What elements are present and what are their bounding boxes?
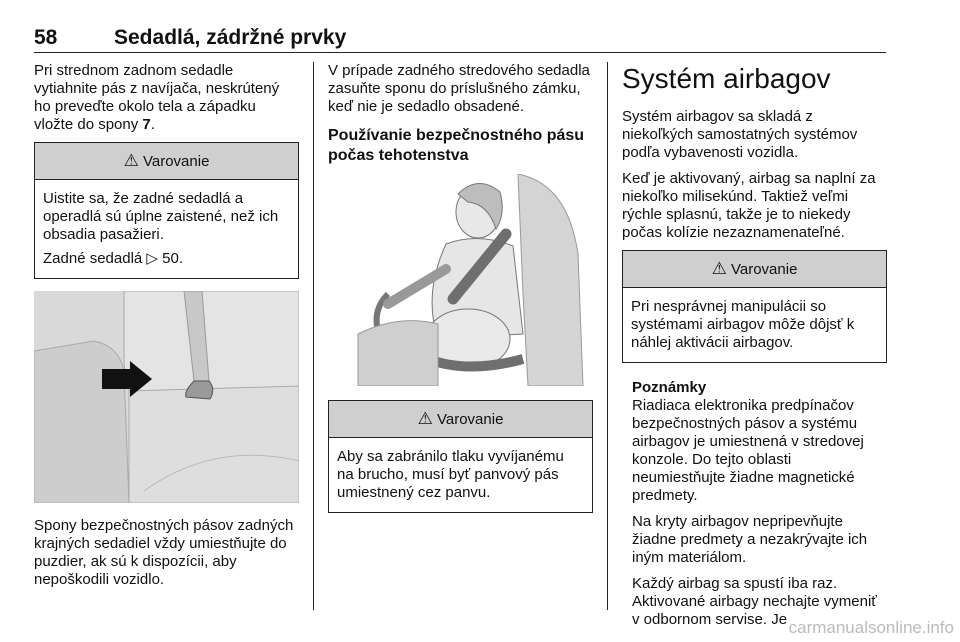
warning-triangle-icon: ⚠ [711, 259, 727, 278]
intro-paragraph: V prípade zadného stredového sedadla zasuňte sponu do príslušného zámku, keď nie je sedadlo obsadené. [328, 62, 590, 115]
paragraph: Systém airbagov sa skladá z niekoľkých samostatných systémov podľa vybavenosti vozidla. [622, 108, 858, 161]
warning-header [329, 401, 592, 438]
warning-title: Varovanie [730, 261, 798, 278]
warning-text: Uistite sa, že zadné sedadlá a operadlá sú úplne zaistené, než ich obsadia pasažieri. [43, 190, 279, 243]
note-text: Na kryty airbagov nepripevňujte žiadne predmety a nezakrývajte ich iným materiálom. [632, 513, 868, 566]
page-reference-arrow-icon: ▷ [146, 250, 158, 267]
note-text: Každý airbag sa spustí iba raz. Aktivované airbagy nechajte vymeniť v odbornom servise. Je [632, 575, 877, 628]
warning-triangle-icon: ⚠ [123, 151, 139, 170]
intro-paragraph: Pri strednom zadnom sedadle vytiahnite pás z navíjača, neskrútený ho preveďte okolo tela a západku vložte do spony 7. [34, 62, 280, 133]
column-1 [34, 62, 299, 597]
warning-header [623, 251, 886, 288]
page-number: 58 [34, 26, 58, 49]
warning-title: Varovanie [436, 411, 504, 428]
paragraph: Keď je aktivovaný, airbag sa naplní za niekoľko milisekúnd. Taktiež veľmi rýchle splasnú, takže je to niekedy počas kolízie nezaznamenateľné. [622, 170, 876, 241]
warning-box [622, 250, 887, 363]
warning-body [329, 438, 592, 512]
note-text: Riadiaca elektronika predpínačov bezpečnostných pásov a systému airbagov je umiestnená v stredovej konzole. Do tejto oblasti neumiestňujte žiadne magnetické predmety. [632, 397, 864, 504]
column-divider [607, 62, 608, 610]
seat-buckle-illustration [34, 291, 299, 503]
section-title: Systém airbagov [622, 63, 831, 94]
warning-body [35, 180, 298, 278]
section-heading: Používanie bezpečnostného pásu počas tehotenstva [328, 127, 585, 164]
pregnant-seatbelt-illustration [328, 174, 593, 386]
chapter-title: Sedadlá, zádržné prvky [114, 26, 347, 49]
warning-box [328, 400, 593, 513]
note-title: Poznámky [632, 379, 707, 396]
column-2 [328, 62, 593, 523]
page-ref-number: 7 [142, 116, 151, 133]
warning-triangle-icon: ⚠ [417, 409, 433, 428]
note-box [632, 379, 887, 629]
page-header [34, 26, 886, 53]
warning-ref: Zadné sedadlá ▷ 50. [43, 250, 183, 267]
column-divider [313, 62, 314, 610]
site-watermark: carmanualsonline.info [788, 618, 954, 637]
warning-box [34, 142, 299, 279]
column-3 [622, 62, 887, 637]
warning-body [623, 288, 886, 362]
warning-text: Aby sa zabránilo tlaku vyvíjanému na brucho, musí byť panvový pás umiestnený cez panvu. [337, 448, 564, 501]
caption-paragraph: Spony bezpečnostných pásov zadných krajných sedadiel vždy umiestňujte do puzdier, ak sú k dispozícii, aby nepoškodili vozidlo. [34, 517, 294, 588]
warning-header [35, 143, 298, 180]
warning-title: Varovanie [142, 153, 210, 170]
warning-text: Pri nesprávnej manipulácii so systémami airbagov môže dôjsť k náhlej aktivácii airbagov. [631, 298, 855, 351]
